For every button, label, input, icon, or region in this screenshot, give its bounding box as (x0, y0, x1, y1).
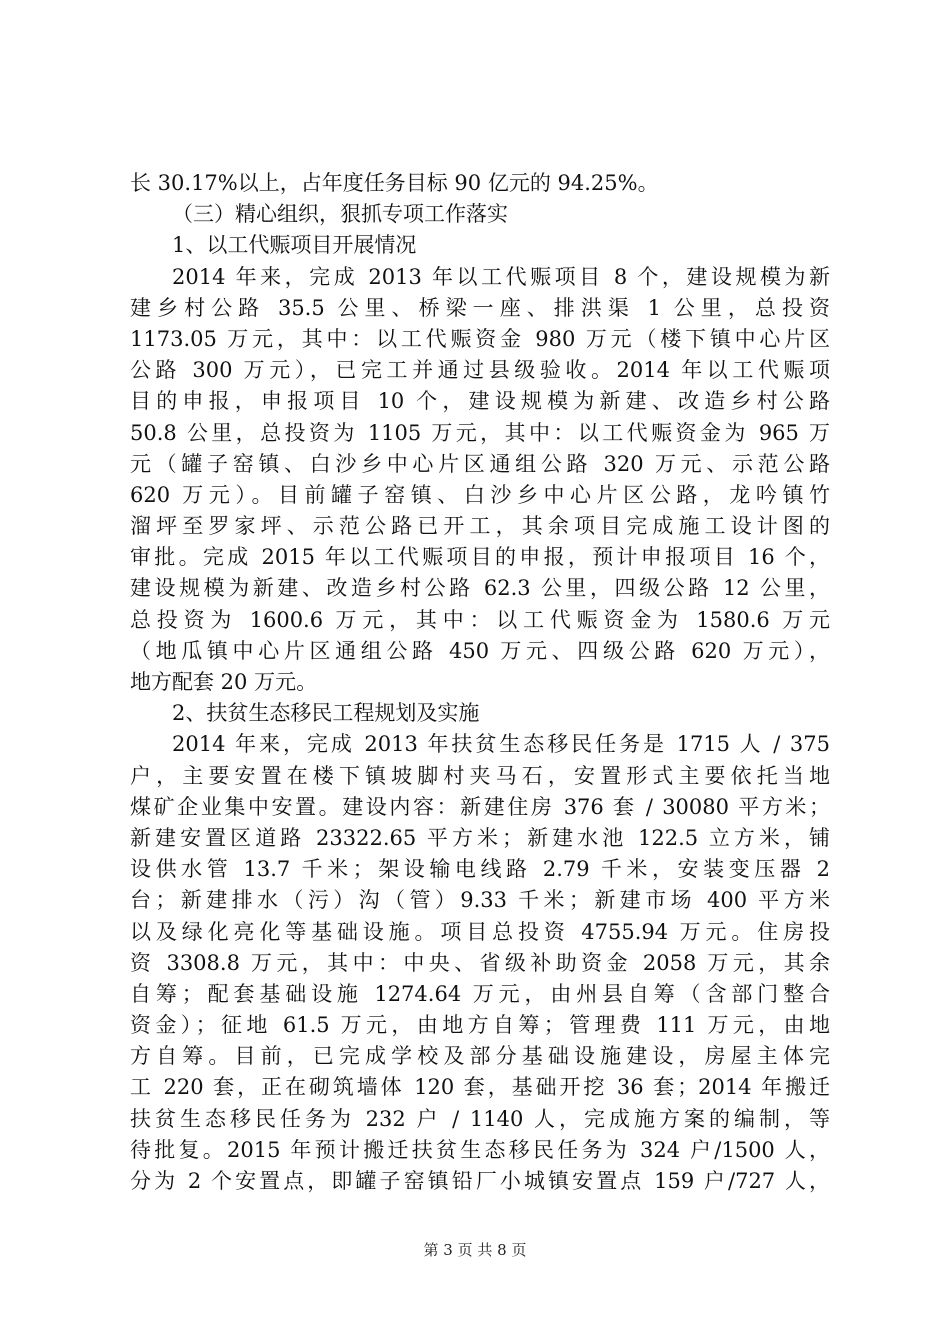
text-line: （地瓜镇中心片区通组公路 450 万元、四级公路 620 万元）， (130, 638, 830, 663)
section-heading: （三）精心组织，狠抓专项工作落实 (172, 202, 508, 227)
text-line: 溜坪至罗家坪、示范公路已开工，其余项目完成施工设计图的 (130, 514, 830, 539)
text-line: 资金）；征地 61.5 万元，由地方自筹；管理费 111 万元，由地 (130, 1013, 830, 1038)
text-line: 建设规模为新建、改造乡村公路 62.3 公里，四级公路 12 公里， (130, 576, 830, 601)
body-text (130, 168, 830, 1197)
text-line: 工 220 套，正在砌筑墙体 120 套，基础开挖 36 套；2014 年搬迁 (130, 1075, 830, 1100)
text-line: 1173.05 万元，其中：以工代赈资金 980 万元（楼下镇中心片区 (130, 326, 830, 351)
text-line: 待批复。2015 年预计搬迁扶贫生态移民任务为 324 户/1500 人， (130, 1137, 830, 1162)
subsection-heading: 1、以工代赈项目开展情况 (172, 233, 417, 258)
page-number-footer: 第 3 页 共 8 页 (423, 1241, 527, 1259)
text-line: 设供水管 13.7 千米；架设输电线路 2.79 千米，安装变压器 2 (130, 857, 830, 882)
text-line: 审批。完成 2015 年以工代赈项目的申报，预计申报项目 16 个， (130, 545, 830, 570)
text-line: 地方配套 20 万元。 (130, 670, 318, 694)
text-line: 总投资为 1600.6 万元，其中：以工代赈资金为 1580.6 万元 (130, 607, 830, 632)
text-line: 煤矿企业集中安置。建设内容：新建住房 376 套 / 30080 平方米； (130, 794, 830, 819)
text-line: 2014 年来，完成 2013 年以工代赈项目 8 个，建设规模为新 (172, 264, 830, 289)
text-line: 方自筹。目前，已完成学校及部分基础设施建设，房屋主体完 (130, 1044, 830, 1069)
text-line: 资 3308.8 万元，其中：中央、省级补助资金 2058 万元，其余 (130, 950, 830, 975)
text-line: 自筹；配套基础设施 1274.64 万元，由州县自筹（含部门整合 (130, 981, 830, 1006)
text-line: 台；新建排水（污）沟（管）9.33 千米；新建市场 400 平方米 (130, 888, 830, 913)
text-line: 620 万元）。目前罐子窑镇、白沙乡中心片区公路，龙吟镇竹 (130, 482, 830, 507)
text-line: 扶贫生态移民任务为 232 户 / 1140 人，完成施方案的编制，等 (130, 1106, 830, 1131)
text-line: 建乡村公路 35.5 公里、桥梁一座、排洪渠 1 公里，总投资 (130, 295, 830, 320)
text-line: 50.8 公里，总投资为 1105 万元，其中：以工代赈资金为 965 万 (130, 420, 830, 445)
text-line: 新建安置区道路 23322.65 平方米；新建水池 122.5 立方米，铺 (130, 825, 830, 850)
text-line: 公路 300 万元），已完工并通过县级验收。2014 年以工代赈项 (130, 358, 830, 383)
text-line: 分为 2 个安置点，即罐子窑镇铅厂小城镇安置点 159 户/727 人， (130, 1169, 830, 1193)
text-line: 目的申报，申报项目 10 个，建设规模为新建、改造乡村公路 (130, 389, 830, 414)
text-line: 以及绿化亮化等基础设施。项目总投资 4755.94 万元。住房投 (130, 919, 830, 944)
subsection-heading: 2、扶贫生态移民工程规划及实施 (172, 701, 480, 726)
text-line: 长 30.17%以上，占年度任务目标 90 亿元的 94.25%。 (130, 171, 659, 195)
text-line: 户，主要安置在楼下镇坡脚村夹马石，安置形式主要依托当地 (130, 763, 830, 788)
text-line: 2014 年来，完成 2013 年扶贫生态移民任务是 1715 人 / 375 (172, 732, 830, 757)
text-line: 元（罐子窑镇、白沙乡中心片区通组公路 320 万元、示范公路 (130, 451, 830, 476)
